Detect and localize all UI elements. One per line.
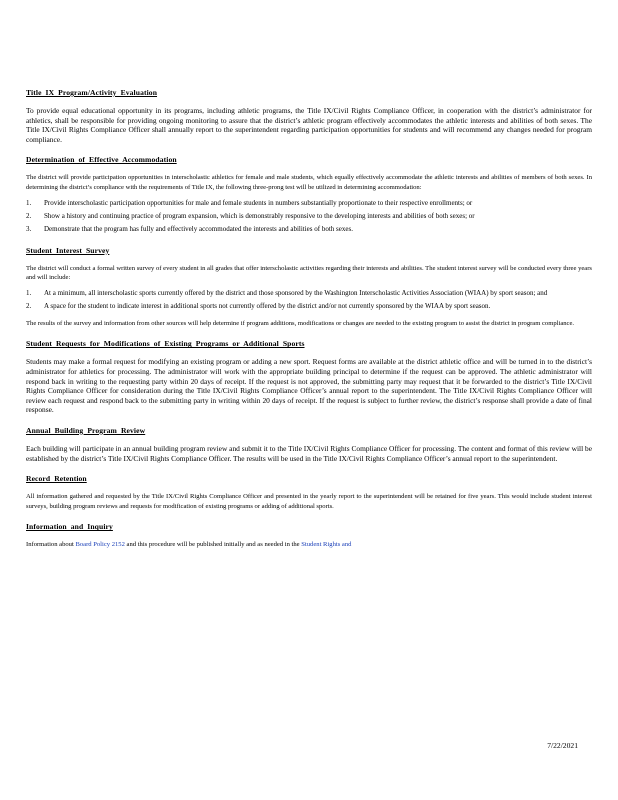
section-evaluation	[26, 88, 592, 144]
paragraph: The results of the survey and information from other sources will help determine if program additions, modifications or changes are needed to the existing program to assist the district in program compliance.	[26, 319, 575, 327]
list-number: 1.	[26, 198, 32, 207]
list-text: At a minimum, all interscholastic sports currently offered by the district and those sponsored by the Washington Interscholastic Activities Association (WIAA) by sport season; and	[44, 288, 548, 297]
numbered-list	[26, 289, 592, 312]
numbered-list	[26, 199, 592, 235]
list-number: 2.	[26, 302, 32, 311]
list-item	[26, 302, 592, 311]
list-item	[26, 199, 592, 208]
list-text: A space for the student to indicate interest in additional sports not currently offered by the district and/or not currently sponsored by the WIAA by sport season.	[44, 302, 491, 311]
list-text: Show a history and continuing practice of program expansion, which is demonstrably responsive to the developing interests and abilities of both sexes; or	[44, 211, 475, 220]
section-heading: Record Retention	[26, 474, 87, 484]
footer-date: 7/22/2021	[547, 741, 578, 750]
section-heading: Student Interest Survey	[26, 245, 110, 255]
board-policy-link[interactable]: Board Policy 2152	[75, 541, 125, 549]
section-requests	[26, 339, 592, 415]
paragraph: To provide equal educational opportunity in its programs, including athletic programs, the Title IX/Civil Rights Compliance Officer, in cooperation with the district’s administrator for athletics, shall be responsible for providing ongoing monitoring to assure that the district’s athletic program effectively accommodates the athletic interests and abilities of both sexes. The Title IX/Civil Rights Compliance Officer shall annually report to the superintendent regarding participation opportunities for students and will recommend any changes needed for program compliance.	[26, 106, 592, 144]
list-item	[26, 289, 592, 298]
student-rights-link[interactable]: Student Rights and	[301, 541, 352, 549]
section-review	[26, 426, 592, 463]
section-retention	[26, 474, 592, 511]
section-heading: Student Requests for Modifications of Existing Programs or Additional Sports	[26, 339, 305, 349]
paragraph: Students may make a formal request for modifying an existing program or adding a new sport. Request forms are available at the district athletic office and will be turned in to the district’s administrator for athletics for processing. The administrator will work with the appropriate building principal to determine if the request can be approved. The athletic administrator will respond back in writing to the requesting party within 20 days of receipt. If the request is not approved, the submitting party may request that it be forwarded to the district’s Title IX/Civil Rights Compliance Officer for consideration during the Title IX/Civil Rights Compliance Officer’s annual report to the superintendent. The Title IX/Civil Rights Compliance Officer will review each request and respond back to the submitting party in writing within 20 days of receipt. If the request is subject to further review, the district’s response shall provide a date of final response.	[26, 357, 592, 415]
paragraph	[26, 540, 592, 550]
section-heading: Title IX Program/Activity Evaluation	[26, 88, 158, 97]
paragraph: The district will conduct a formal written survey of every student in all grades that offer interscholastic activities regarding their interests and abilities. The student interest survey will be conducted every three years and will include:	[26, 264, 592, 282]
paragraph: The district will provide participation opportunities in interscholastic athletics for female and male students, which equally effectively accommodate the athletic interests and abilities of members of both sexes. In determining the district’s compliance with the requirements of Title IX, the following three-prong test will be utilized in determining accommodation:	[26, 174, 592, 191]
section-heading: Annual Building Program Review	[26, 425, 146, 435]
list-item	[26, 212, 592, 221]
section-survey	[26, 246, 592, 329]
list-number: 1.	[26, 288, 32, 297]
paragraph: All information gathered and requested by the Title IX/Civil Rights Compliance Officer and presented in the yearly report to the superintendent will be retained for five years. This would include student interest surveys, building program reviews and requests for modification of existing programs or adding of additional sports.	[26, 493, 592, 510]
list-number: 3.	[26, 225, 32, 234]
paragraph-text: and this procedure will be published initially and as needed in the	[124, 541, 302, 549]
section-inquiry	[26, 522, 592, 550]
list-text: Provide interscholastic participation opportunities for male and female students in numbers substantially proportionate to their respective enrollments; or	[44, 198, 473, 207]
section-heading: Information and Inquiry	[26, 522, 113, 532]
section-heading: Determination of Effective Accommodation	[26, 155, 177, 165]
paragraph-text: Information about	[26, 541, 76, 549]
list-item	[26, 225, 592, 234]
section-determination	[26, 155, 592, 234]
list-number: 2.	[26, 211, 32, 220]
paragraph: Each building will participate in an annual building program review and submit it to the Title IX/Civil Rights Compliance Officer for processing. The content and format of this review will be established by the district’s Title IX/Civil Rights Compliance Officer. The results will be used in the Title IX/Civil Rights Compliance Officer’s annual report to the superintendent.	[26, 443, 592, 463]
list-text: Demonstrate that the program has fully and effectively accommodated the interests and abilities of both sexes.	[44, 225, 353, 234]
document-content	[26, 88, 592, 561]
